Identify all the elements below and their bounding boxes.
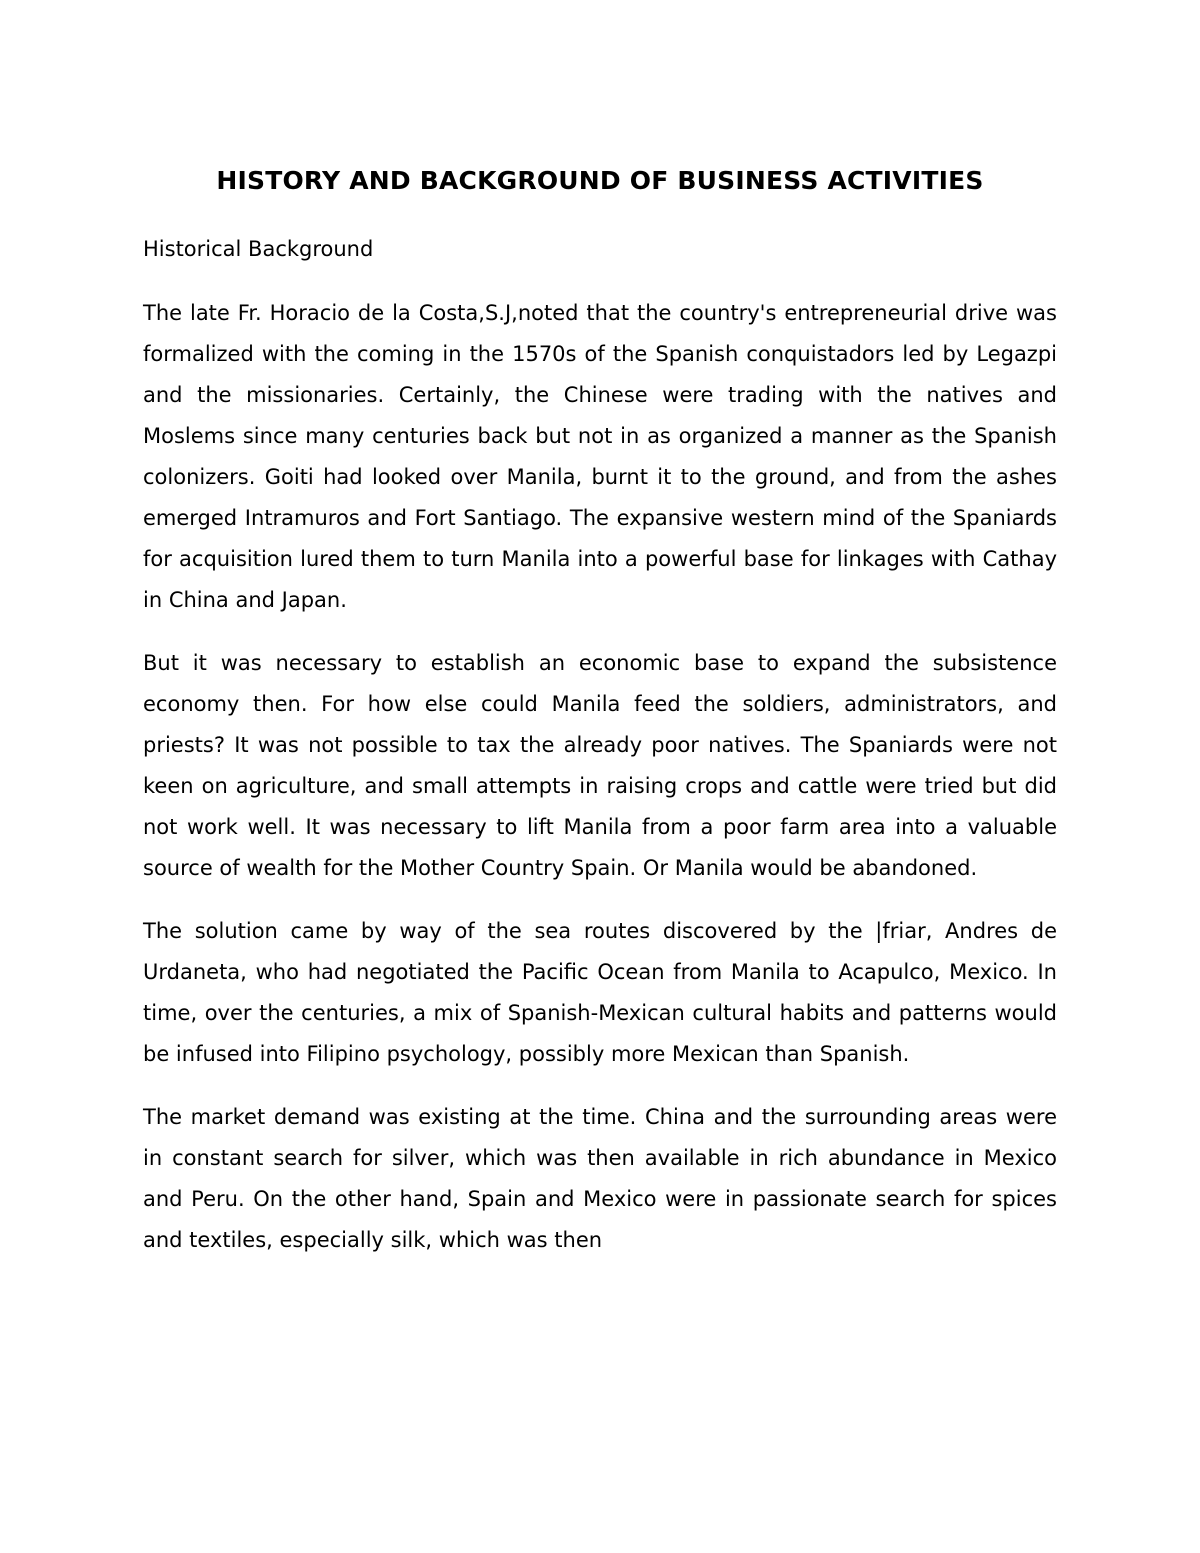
paragraph-1: The late Fr. Horacio de la Costa,S.J,noted that the country's entrepreneurial drive was formalized with the coming in the 1570s of the Spanish conquistadors led by Legazpi and the missionaries. Certainly, the Chinese were trading with the natives and Moslems since many centuries back but not in as organized a manner as the Spanish colonizers. Goiti had looked over Manila, burnt it to the ground, and from the ashes emerged Intramuros and Fort Santiago. The expansive western mind of the Spaniards for acquisition lured them to turn Manila into a powerful base for linkages with Cathay in China and Japan. — [143, 301, 1057, 612]
document-title: HISTORY AND BACKGROUND OF BUSINESS ACTIVITIES — [216, 166, 984, 195]
paragraph-4: The market demand was existing at the time. China and the surrounding areas were in constant search for silver, which was then available in rich abundance in Mexico and Peru. On the other hand, Spain and Mexico were in passionate search for spices and textiles, especially silk, which was then — [143, 1105, 1057, 1252]
document-page — [143, 165, 1057, 1261]
section-heading: Historical Background — [143, 237, 374, 261]
paragraph-2: But it was necessary to establish an economic base to expand the subsistence economy then. For how else could Manila feed the soldiers, administrators, and priests? It was not possible to tax the already poor natives. The Spaniards were not keen on agriculture, and small attempts in raising crops and cattle were tried but did not work well. It was necessary to lift Manila from a poor farm area into a valuable source of wealth for the Mother Country Spain. Or Manila would be abandoned. — [143, 651, 1057, 880]
paragraph-3: The solution came by way of the sea routes discovered by the |friar, Andres de Urdaneta, who had negotiated the Pacific Ocean from Manila to Acapulco, Mexico. In time, over the centuries, a mix of Spanish-Mexican cultural habits and patterns would be infused into Filipino psychology, possibly more Mexican than Spanish. — [143, 919, 1057, 1066]
